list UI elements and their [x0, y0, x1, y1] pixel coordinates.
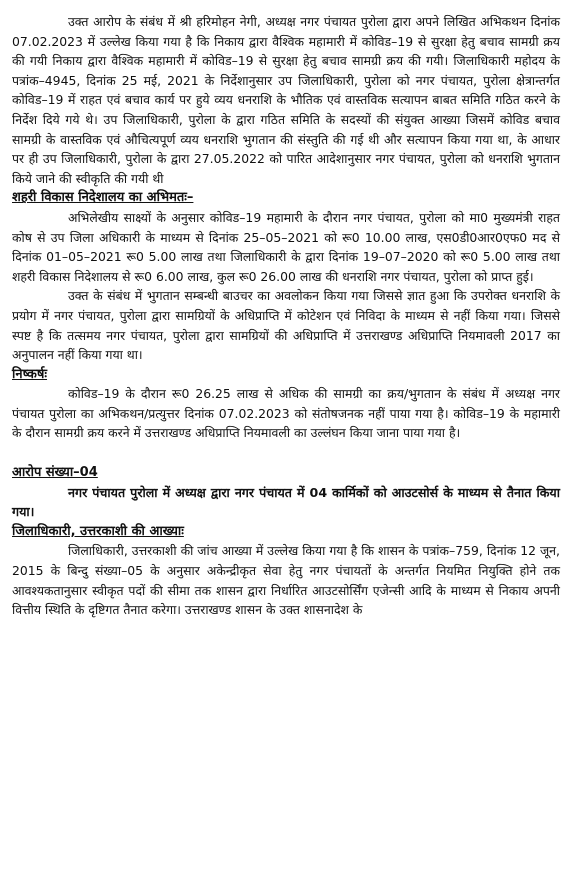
- paragraph-conclusion: कोविड–19 के दौरान रू0 26.25 लाख से अधिक की सामग्री का क्रय/भुगतान के संबंध में अध्यक्ष नगर पंचायत पुरोला का अभिकथन/प्रत्युत्तर दिनांक 07.02.2023 को संतोषजनक नहीं पाया गया है। कोविड–19 के महामारी के दौरान सामग्री क्रय करने में उत्तराखण्ड अधिप्राप्ति नियमावली का उल्लंघन किया जाना पाया गया है।: [12, 386, 560, 441]
- paragraph-dm-report: जिलाधिकारी, उत्तरकाशी की जांच आख्या में उल्लेख किया गया है कि शासन के पत्रांक–759, दिनांक 12 जून, 2015 के बिन्दु संख्या–05 के अनुसार अकेन्द्रीकृत सेवा हेतु नगर पंचायतों के अन्तर्गत नियमित नियुक्ति होने तक आवश्यकतानुसार स्वीकृत पदों की सीमा तक शासन द्वारा निर्धारित आउटसोर्सिंग एजेन्सी आदि के माध्यम से निकाय अपनी वित्तीय स्थिति के दृष्टिगत तैनात करेगा। उत्तराखण्ड शासन के उक्त शासनादेश के: [12, 543, 560, 618]
- paragraph-records-evidence: अभिलेखीय साक्ष्यों के अनुसार कोविड–19 महामारी के दौरान नगर पंचायत, पुरोला को मा0 मुख्यमंत्री राहत कोष से उप जिला अधिकारी के माध्यम से दिनांक 25–05–2021 को रू0 10.00 लाख, एस0डी0आर0एफ0 मद से दिनांक 01–05–2021 रू0 5.00 लाख तथा जिलाधिकारी के द्वारा दिनांक 19–07–2020 को रू0 5.00 लाख तथा शहरी विकास निदेशालय से रू0 6.00 लाख, कुल रू0 26.00 लाख की धनराशि नगर पंचायत, पुरोला को प्राप्त हुई।: [12, 209, 560, 284]
- heading-urban-directorate-opinion: शहरी विकास निदेशालय का अभिमतः–: [12, 190, 194, 206]
- charge-description: नगर पंचायत पुरोला में अध्यक्ष द्वारा नगर पंचायत में 04 कार्मिकों को आउटसोर्स के माध्यम से तैनात किया गया।: [12, 484, 560, 520]
- heading-charge-number: आरोप संख्या–04: [12, 465, 98, 481]
- heading-conclusion: निष्कर्षः: [12, 366, 48, 382]
- paragraph-statement: उक्त आरोप के संबंध में श्री हरिमोहन नेगी, अध्यक्ष नगर पंचायत पुरोला द्वारा अपने लिखित अभिकथन दिनांक 07.02.2023 में उल्लेख किया गया है कि निकाय द्वारा वैश्विक महामारी में कोविड–19 से सुरक्षा हेतु बचाव सामग्री क्रय की गयी निकाय द्वारा वैश्विक महामारी में कोविड–19 से सुरक्षा हेतु बचाव सामग्री क्रय की गयी। जिलाधिकारी महोदय के पत्रांक–4945, दिनांक 25 मई, 2021 के निर्देशानुसार उप जिलाधिकारी, पुरोला को नगर पंचायत, पुरोला क्षेत्रान्तर्गत कोविड–19 में राहत एवं बचाव कार्य पर हुये व्यय धनराशि के भौतिक एवं वास्तविक सत्यापन बाबत समिति गठित करने के निर्देश दिये गये थे। उप जिलाधिकारी, पुरोला के द्वारा गठित समिति के सदस्यों की संयुक्त आख्या जिसमें कोविड बचाव सामग्री के वास्तविक एवं औचित्यपूर्ण व्यय धनराशि भुगतान की संस्तुति की गई थी और सत्यापन किया गया था, के आधार पर ही उप जिलाधिकारी, पुरोला के द्वारा 27.05.2022 को पारित आदेशानुसार नगर पंचायत, पुरोला को धनराशि भुगतान किये जाने की स्वीकृति की गयी थी: [12, 14, 560, 186]
- spacer: [12, 443, 560, 463]
- heading-district-magistrate-report: जिलाधिकारी, उत्तरकाशी की आख्याः: [12, 523, 184, 539]
- paragraph-voucher-review: उक्त के संबंध में भुगतान सम्बन्धी बाउचर का अवलोकन किया गया जिससे ज्ञात हुआ कि उपरोक्त धनराशि के प्रयोग में नगर पंचायत, पुरोला द्वारा सामग्रियों के अधिप्राप्ति में कोटेशन एवं निविदा के माध्यम से नहीं किया गया। जिससे स्पष्ट है कि तत्समय नगर पंचायत, पुरोला द्वारा सामग्रियों की अधिप्राप्ति में उत्तराखण्ड अधिप्राप्ति नियमावली 2017 का अनुपालन नहीं किया गया था।: [12, 288, 560, 363]
